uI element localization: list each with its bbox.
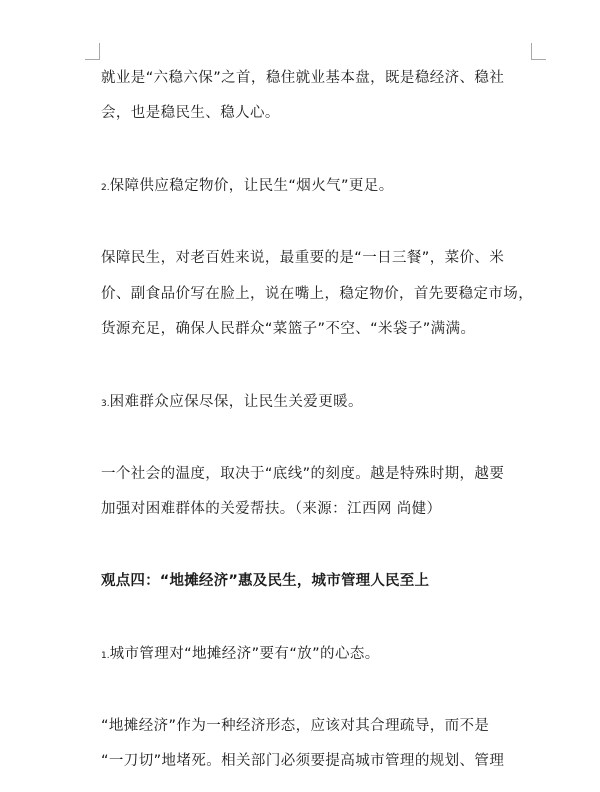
crop-mark-top-right [531,43,546,60]
paragraph-line: 保障民生，对老百姓来说，最重要的是“一日三餐”，菜价、米 [101,250,505,266]
list-item-1 [101,644,380,666]
list-number: 3. [101,399,110,409]
section-heading: 观点四：“地摊经济”惠及民生，城市管理人民至上 [101,573,430,589]
paragraph-line: 货源充足，确保人民群众“菜篮子”不空、“米袋子”满满。 [101,321,476,337]
paragraph-line: 就业是“六稳六保”之首，稳住就业基本盘，既是稳经济、稳社 [101,70,505,86]
list-item-2 [101,176,394,198]
crop-mark-top-left [85,43,100,60]
paragraph-line: 加强对困难群体的关爱帮扶。（来源：江西网 尚健） [101,501,442,517]
paragraph-line: “一刀切”地堵死。相关部门必须要提高城市管理的规划、管理 [101,753,505,769]
paragraph-line: 价、副食品价写在脸上，说在嘴上，稳定物价，首先要稳定市场， [101,286,534,302]
list-item-text: 保障供应稳定物价，让民生“烟火气”更足。 [109,178,394,194]
paragraph-line: “地摊经济”作为一种经济形态，应该对其合理疏导，而不是 [101,718,490,734]
list-item-3 [101,392,363,414]
list-item-text: 困难群众应保尽保，让民生关爱更暖。 [109,394,363,410]
list-item-text: 城市管理对“地摊经济”要有“放”的心态。 [109,646,380,662]
list-number: 1. [101,651,110,661]
paragraph-line: 一个社会的温度，取决于“底线”的刻度。越是特殊时期，越要 [101,466,505,482]
list-number: 2. [101,183,110,193]
paragraph-line: 会，也是稳民生、稳人心。 [101,105,280,121]
